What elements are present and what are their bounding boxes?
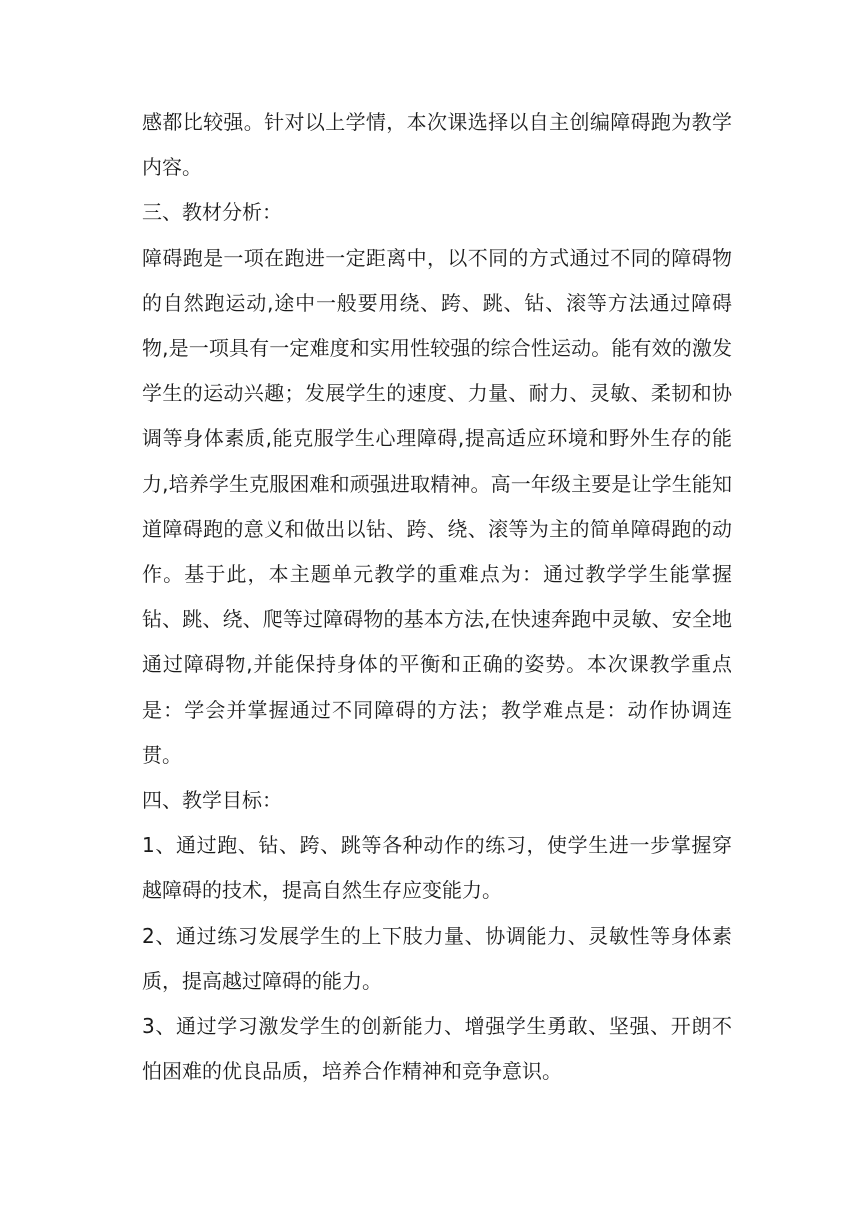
paragraph-textbook-analysis: 障碍跑是一项在跑进一定距离中，以不同的方式通过不同的障碍物的自然跑运动,途中一般要用绕、跨、跳、钻、滚等方法通过障碍物,是一项具有一定难度和实用性较强的综合性运动。能有效的激发学生的运动兴趣；发展学生的速度、力量、耐力、灵敏、柔韧和协调等身体素质,能克服学生心理障碍,提高适应环境和野外生存的能力,培养学生克服困难和顽强进取精神。高一年级主要是让学生能知道障碍跑的意义和做出以钻、跨、绕、滚等为主的简单障碍跑的动作。基于此，本主题单元教学的重难点为：通过教学学生能掌握钻、跳、绕、爬等过障碍物的基本方法,在快速奔跑中灵敏、安全地通过障碍物,并能保持身体的平衡和正确的姿势。本次课教学重点是：学会并掌握通过不同障碍的方法；教学难点是：动作协调连贯。 (142, 245, 732, 767)
goal-item-3: 3、通过学习激发学生的创新能力、增强学生勇敢、坚强、开朗不怕困难的优良品质，培养合作精神和竞争意识。 (142, 1014, 732, 1084)
goal-item-1: 1、通过跑、钻、跨、跳等各种动作的练习，使学生进一步掌握穿越障碍的技术，提高自然生存应变能力。 (142, 833, 732, 903)
section-heading-teaching-goals: 四、教学目标： (142, 788, 282, 813)
section-heading-textbook-analysis: 三、教材分析： (142, 200, 282, 225)
goal-item-2: 2、通过练习发展学生的上下肢力量、协调能力、灵敏性等身体素质，提高越过障碍的能力。 (142, 923, 732, 993)
paragraph-continuation: 感都比较强。针对以上学情，本次课选择以自主创编障碍跑为教学内容。 (142, 110, 732, 180)
document-body (142, 100, 732, 1094)
